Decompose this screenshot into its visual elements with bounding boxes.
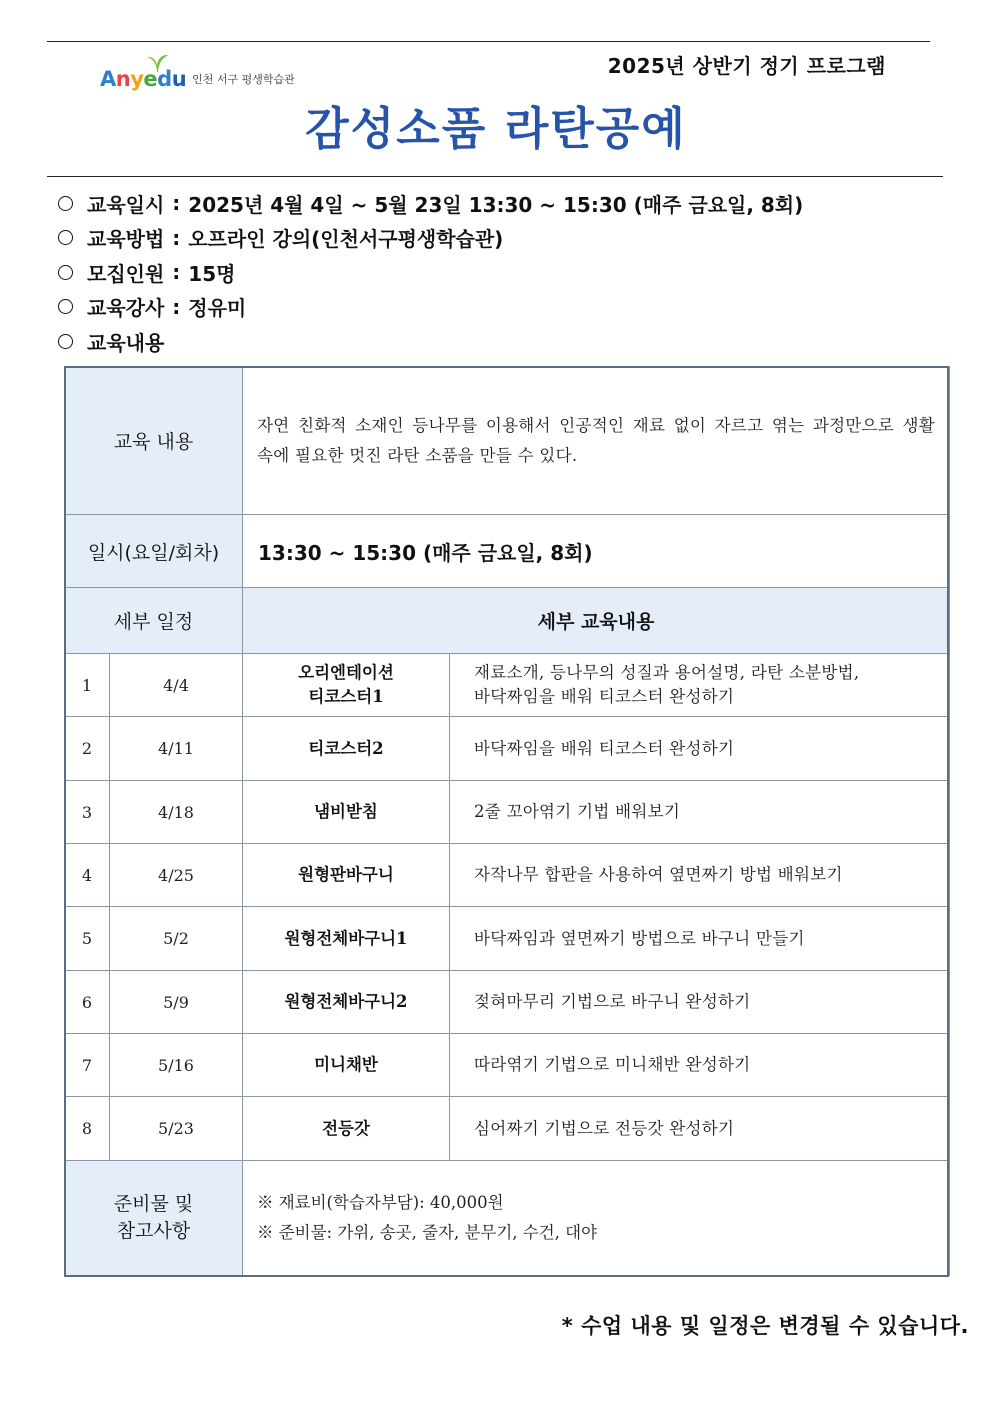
session-detail: 젖혀마무리 기법으로 바구니 완성하기 xyxy=(450,971,950,1034)
footer-note: * 수업 내용 및 일정은 변경될 수 있습니다. xyxy=(561,1314,969,1338)
info-item-capacity: 모집인원 : 15명 xyxy=(58,255,803,290)
session-number: 3 xyxy=(65,781,110,844)
top-rule xyxy=(47,41,930,42)
session-topic: 티코스터2 xyxy=(243,717,450,781)
circle-bullet-icon xyxy=(58,196,73,211)
info-item-instructor: 교육강사 : 정유미 xyxy=(58,290,803,325)
session-date: 5/23 xyxy=(110,1097,243,1161)
info-item-content xyxy=(58,324,803,359)
sprout-icon xyxy=(144,53,170,73)
session-date: 4/11 xyxy=(110,717,243,781)
circle-bullet-icon xyxy=(58,230,73,245)
session-topic: 원형판바구니 xyxy=(243,844,450,907)
circle-bullet-icon xyxy=(58,299,73,314)
content-label: 교육 내용 xyxy=(65,367,243,515)
circle-bullet-icon xyxy=(58,334,73,349)
info-value: 15명 xyxy=(188,261,236,286)
session-date: 4/25 xyxy=(110,844,243,907)
session-date: 5/16 xyxy=(110,1034,243,1097)
session-detail: 재료소개, 등나무의 성질과 용어설명, 라탄 소분방법, 바닥짜임을 배워 티코스터 완성하기 xyxy=(450,654,950,717)
table-outer-border xyxy=(64,366,949,1277)
session-number: 5 xyxy=(65,907,110,971)
info-label: 교육내용 xyxy=(87,330,165,355)
time-value: 13:30 ~ 15:30 (매주 금요일, 8회) xyxy=(243,515,950,588)
info-list xyxy=(58,186,803,359)
session-number: 8 xyxy=(65,1097,110,1161)
session-number: 6 xyxy=(65,971,110,1034)
info-value: 오프라인 강의(인천서구평생학습관) xyxy=(188,227,504,252)
prep-label: 준비물 및 참고사항 xyxy=(65,1161,243,1276)
session-number: 2 xyxy=(65,717,110,781)
session-topic: 오리엔테이션 티코스터1 xyxy=(243,654,450,717)
session-date: 4/4 xyxy=(110,654,243,717)
session-detail: 바닥짜임과 옆면짜기 방법으로 바구니 만들기 xyxy=(450,907,950,971)
info-item-date: 교육일시 : 2025년 4월 4일 ~ 5월 23일 13:30 ~ 15:30 (매주 금요일, 8회) xyxy=(58,186,803,221)
prep-text: ※ 재료비(학습자부담): 40,000원 ※ 준비물: 가위, 송곳, 줄자, 분무기, 수건, 대야 xyxy=(243,1161,950,1276)
program-label: 2025년 상반기 정기 프로그램 xyxy=(607,54,886,78)
session-number: 7 xyxy=(65,1034,110,1097)
logo-subtitle: 인천 서구 평생학습관 xyxy=(192,73,295,86)
session-detail: 바닥짜임을 배워 티코스터 완성하기 xyxy=(450,717,950,781)
info-value: 정유미 xyxy=(188,296,247,321)
detail-content-header: 세부 교육내용 xyxy=(243,588,950,654)
session-number: 4 xyxy=(65,844,110,907)
detail-schedule-header: 세부 일정 xyxy=(65,588,243,654)
session-detail: 2줄 꼬아엮기 기법 배워보기 xyxy=(450,781,950,844)
session-topic: 원형전체바구니2 xyxy=(243,971,450,1034)
session-detail: 심어짜기 기법으로 전등갓 완성하기 xyxy=(450,1097,950,1161)
session-topic: 원형전체바구니1 xyxy=(243,907,450,971)
session-topic: 전등갓 xyxy=(243,1097,450,1161)
session-date: 4/18 xyxy=(110,781,243,844)
title-rule xyxy=(47,176,943,177)
session-date: 5/9 xyxy=(110,971,243,1034)
session-detail: 자작나무 합판을 사용하여 옆면짜기 방법 배워보기 xyxy=(450,844,950,907)
info-item-method: 교육방법 : 오프라인 강의(인천서구평생학습관) xyxy=(58,221,803,256)
circle-bullet-icon xyxy=(58,265,73,280)
info-label: 교육일시 xyxy=(87,192,165,217)
logo xyxy=(100,46,295,90)
info-label: 모집인원 xyxy=(87,261,165,286)
session-number: 1 xyxy=(65,654,110,717)
info-label: 교육방법 xyxy=(87,227,165,252)
session-topic: 냄비받침 xyxy=(243,781,450,844)
time-label: 일시(요일/회차) xyxy=(65,515,243,588)
content-text: 자연 친화적 소재인 등나무를 이용해서 인공적인 재료 없이 자르고 엮는 과정만으로 생활 속에 필요한 멋진 라탄 소품을 만들 수 있다. xyxy=(243,367,950,515)
session-topic: 미니채반 xyxy=(243,1034,450,1097)
logo-wordmark: Anyedu xyxy=(100,69,186,90)
session-detail: 따라엮기 기법으로 미니채반 완성하기 xyxy=(450,1034,950,1097)
info-label: 교육강사 xyxy=(87,296,165,321)
info-value: 2025년 4월 4일 ~ 5월 23일 13:30 ~ 15:30 (매주 금요일, 8회) xyxy=(188,192,804,217)
page-title: 감성소품 라탄공예 xyxy=(305,102,687,155)
session-date: 5/2 xyxy=(110,907,243,971)
